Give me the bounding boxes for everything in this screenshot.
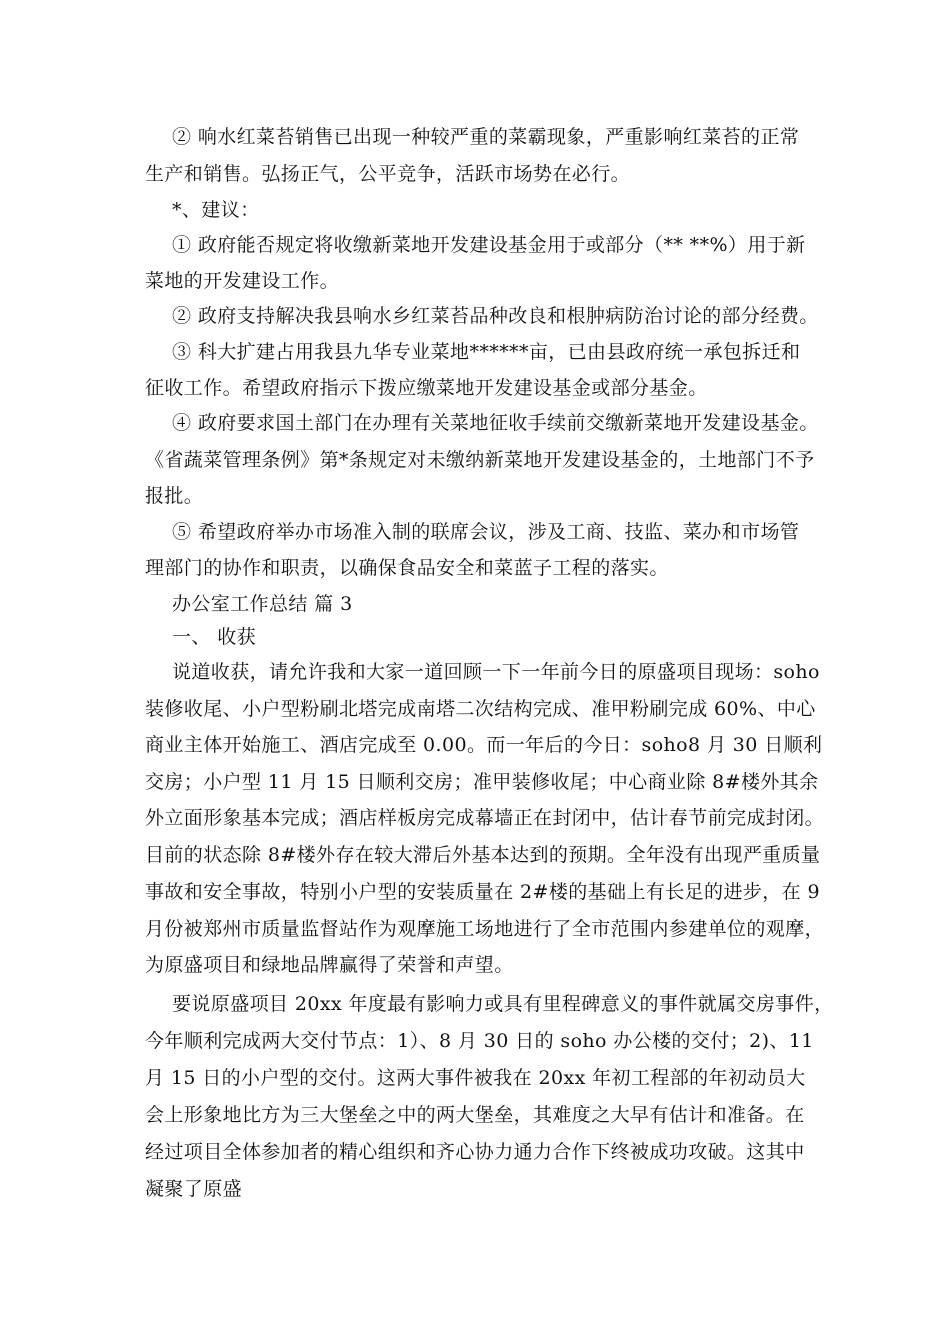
- text-line: ③ 科大扩建占用我县九华专业菜地******亩，已由县政府统一承包拆迁和: [172, 341, 801, 363]
- text-line: 月份被郑州市质量监督站作为观摩施工场地进行了全市范围内参建单位的观摩，: [145, 918, 825, 940]
- text-line: 目前的状态除 8#楼外存在较大滞后外基本达到的预期。全年没有出现严重质量: [145, 844, 821, 866]
- text-line: 要说原盛项目 20xx 年度最有影响力或具有里程碑意义的事件就属交房事件，: [172, 993, 834, 1015]
- text-line: ② 响水红菜苔销售已出现一种较严重的菜霸现象，严重影响红菜苔的正常: [172, 126, 800, 148]
- text-line: 报批。: [145, 485, 204, 507]
- text-line: *、建议：: [172, 199, 260, 221]
- text-line: 外立面形象基本完成；酒店样板房完成幕墙正在封闭中，估计春节前完成封闭。: [145, 807, 825, 829]
- text-line: ② 政府支持解决我县响水乡红菜苔品种改良和根肿病防治讨论的部分经费。: [172, 305, 819, 327]
- section-heading: 办公室工作总结 篇 3: [172, 593, 353, 615]
- text-line: 征收工作。希望政府指示下拨应缴菜地开发建设基金或部分基金。: [145, 377, 708, 399]
- text-line: ① 政府能否规定将收缴新菜地开发建设基金用于或部分（** **%）用于新: [172, 234, 806, 256]
- text-line: 商业主体开始施工、酒店完成至 0.00。而一年后的今日：soho8 月 30 日顺利: [145, 734, 823, 756]
- text-line: 《省蔬菜管理条例》第*条规定对未缴纳新菜地开发建设基金的，土地部门不予: [145, 449, 815, 471]
- text-line: 说道收获，请允许我和大家一道回顾一下一年前今日的原盛项目现场：soho: [172, 661, 820, 683]
- text-line: ⑤ 希望政府举办市场准入制的联席会议，涉及工商、技监、菜办和市场管: [172, 521, 800, 543]
- text-line: 会上形象地比方为三大堡垒之中的两大堡垒，其难度之大早有估计和准备。在: [145, 1104, 805, 1126]
- text-line: 今年顺利完成两大交付节点：1）、8 月 30 日的 soho 办公楼的交付；2)、11: [145, 1030, 814, 1052]
- text-line: 理部门的协作和职责，以确保食品安全和菜蓝子工程的落实。: [145, 557, 669, 579]
- text-line: 交房；小户型 11 月 15 日顺利交房；准甲装修收尾；中心商业除 8#楼外其余: [145, 771, 819, 793]
- text-line: 菜地的开发建设工作。: [145, 270, 340, 292]
- text-line: 事故和安全事故，特别小户型的安装质量在 2#楼的基础上有长足的进步，在 9: [145, 881, 820, 903]
- text-line: 经过项目全体参加者的精心组织和齐心协力通力合作下终被成功攻破。这其中: [145, 1141, 805, 1163]
- text-line: ④ 政府要求国土部门在办理有关菜地征收手续前交缴新菜地开发建设基金。: [172, 412, 819, 434]
- subsection-heading: 一、 收获: [172, 626, 257, 648]
- text-line: 为原盛项目和绿地品牌赢得了荣誉和声望。: [145, 954, 514, 976]
- text-line: 装修收尾、小户型粉刷北塔完成南塔二次结构完成、准甲粉刷完成 60%、中心: [145, 698, 816, 720]
- text-line: 凝聚了原盛: [145, 1178, 243, 1200]
- text-line: 月 15 日的小户型的交付。这两大事件被我在 20xx 年初工程部的年初动员大: [145, 1067, 806, 1089]
- text-line: 生产和销售。弘扬正气，公平竞争，活跃市场势在必行。: [145, 163, 631, 185]
